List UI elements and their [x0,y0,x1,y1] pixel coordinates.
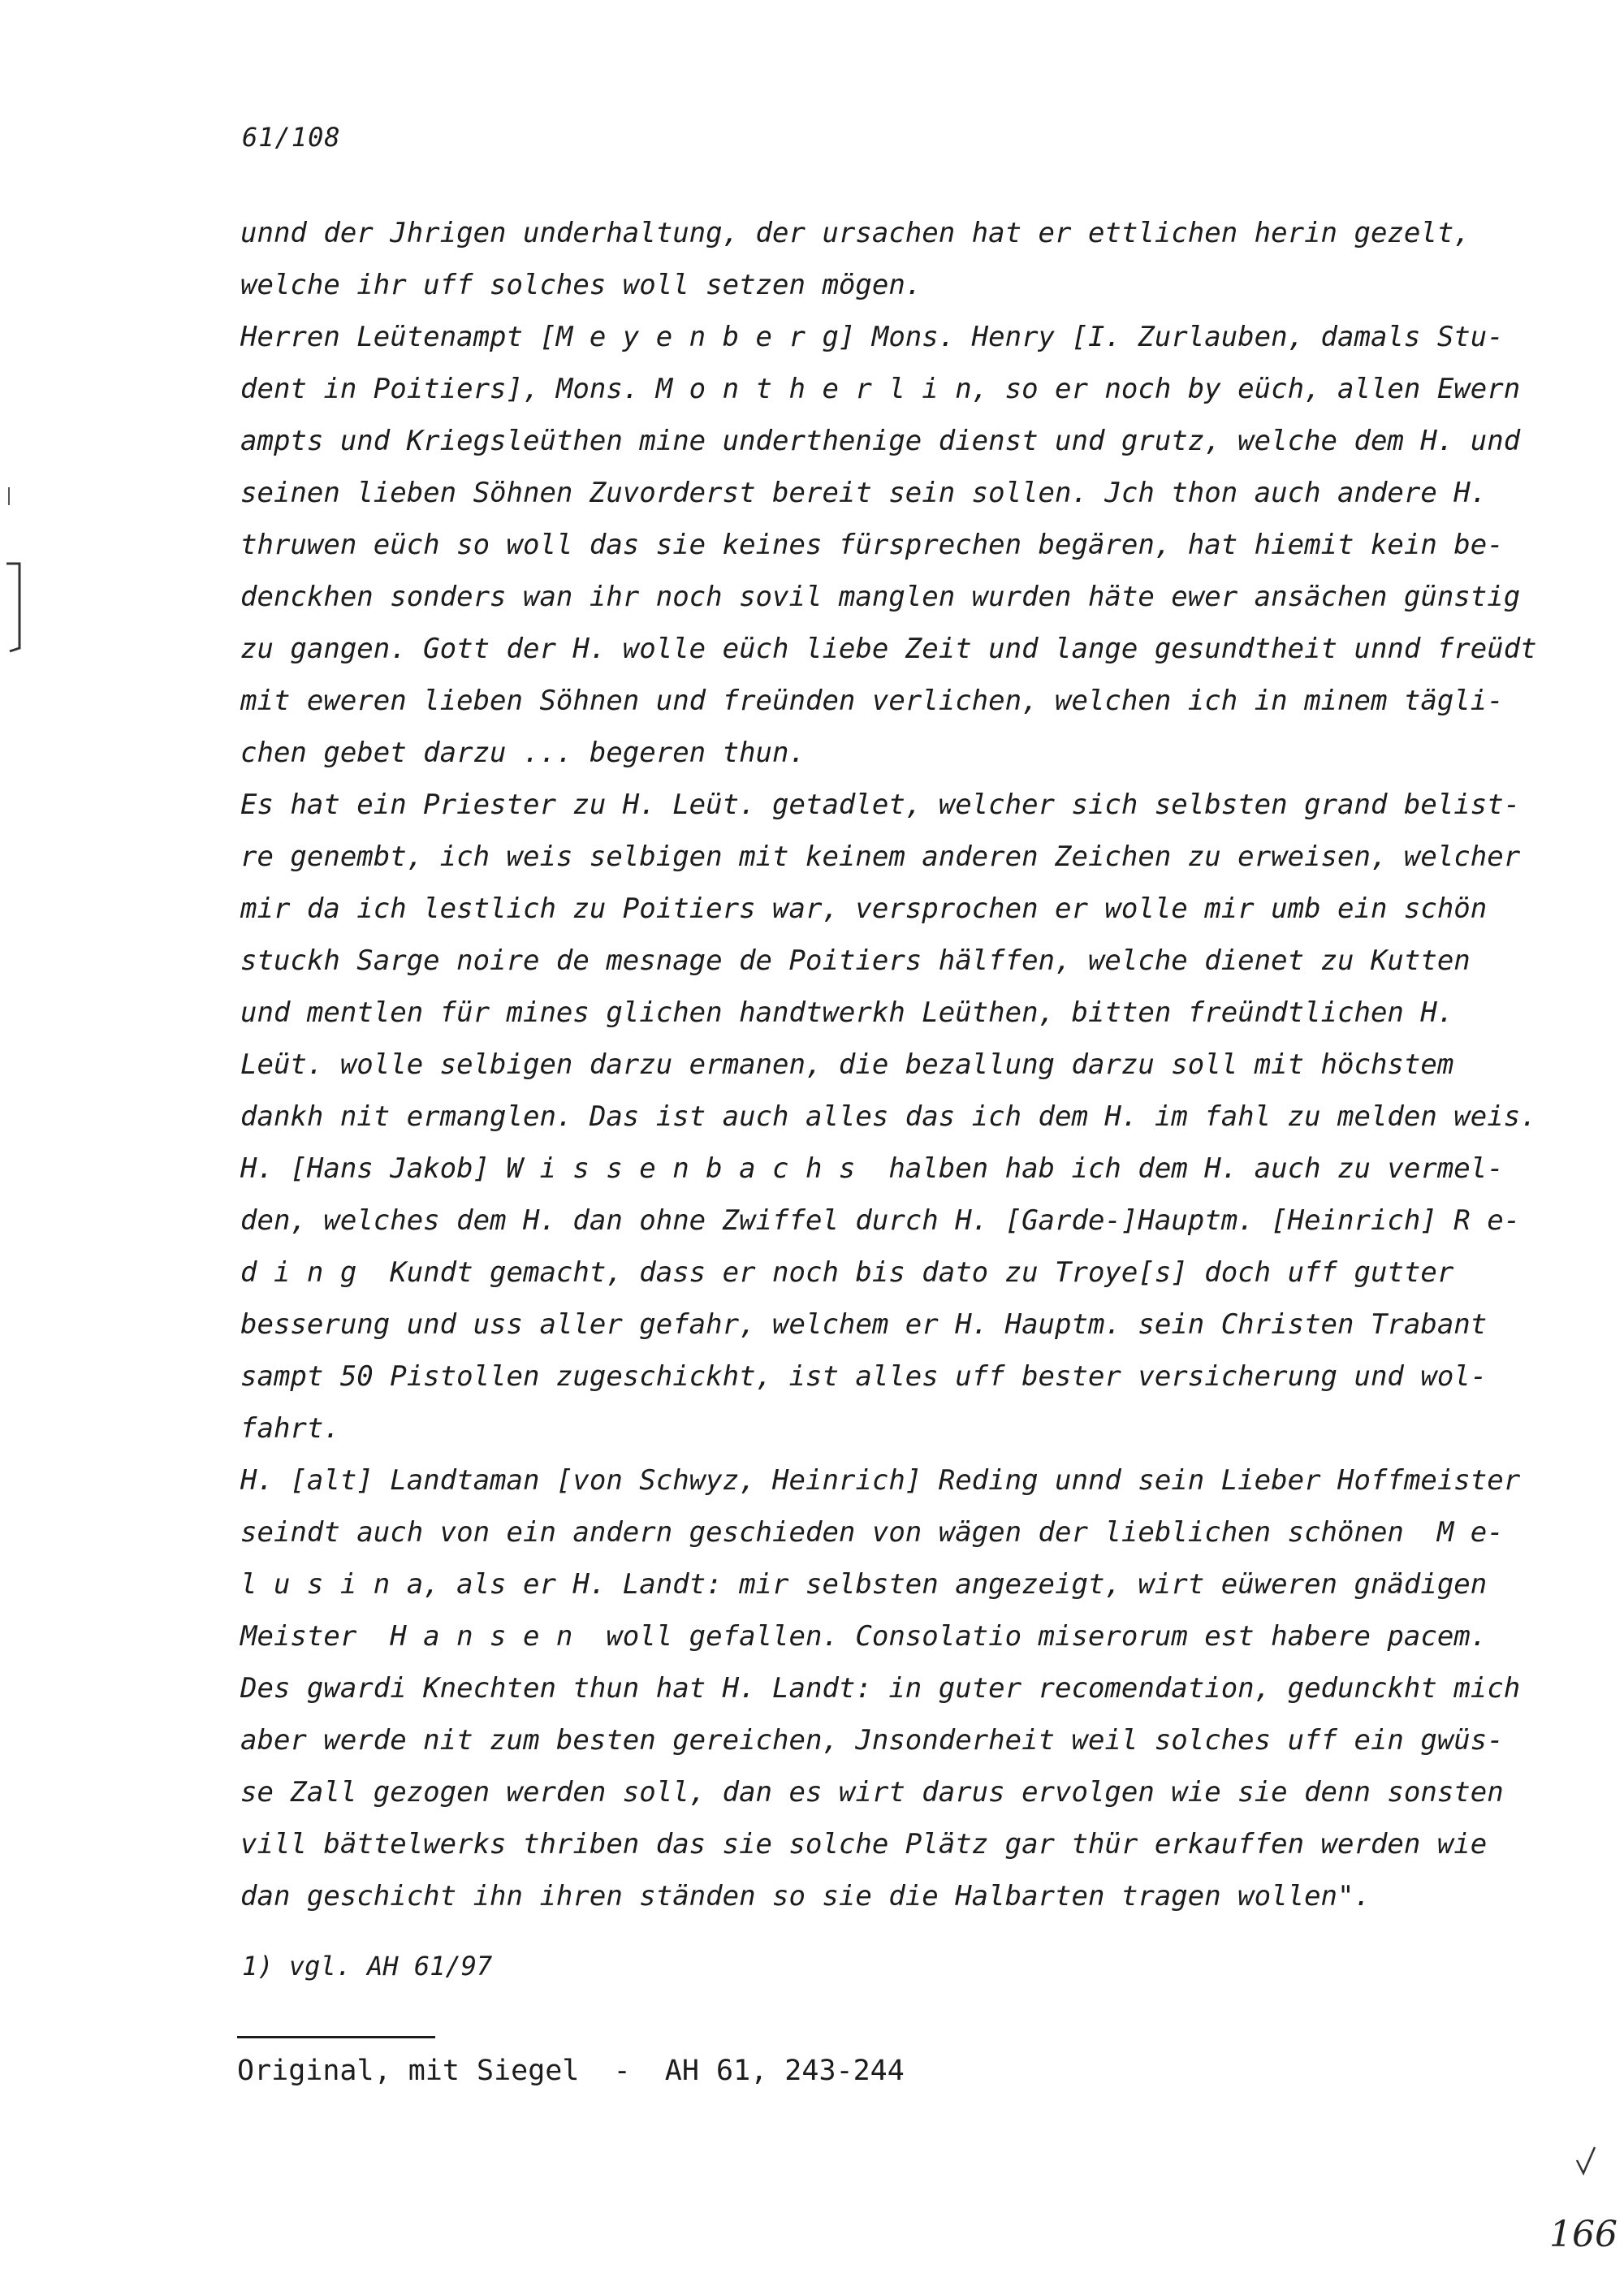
text-line: H. [Hans Jakob] W i s s e n b a c h s halben hab ich dem H. auch zu vermel- [240,1152,1504,1185]
text-line: vill bättelwerks thriben das sie solche Plätz gar thür erkauffen werden wie [240,1828,1488,1861]
letter-body [240,207,1540,1922]
text-line: Leüt. wolle selbigen darzu ermanen, die bezallung darzu soll mit höchstem [240,1048,1454,1081]
text-line: re genembt, ich weis selbigen mit keinem anderen Zeichen zu erweisen, welcher [240,841,1521,873]
text-line: den, welches dem H. dan ohne Zwiffel durch H. [Garde-]Hauptm. [Heinrich] R e- [240,1204,1521,1237]
text-line: denckhen sonders wan ihr noch sovil manglen wurden häte ewer ansächen günstig [240,581,1521,613]
text-line: seinen lieben Söhnen Zuvorderst bereit sein sollen. Jch thon auch andere H. [240,477,1488,509]
text-line: thruwen eüch so woll das sie keines fürsprechen begären, hat hiemit kein be- [240,529,1504,561]
text-line: fahrt. [240,1412,340,1445]
text-line: welche ihr uff solches woll setzen mögen. [240,269,922,301]
text-line: und mentlen für mines glichen handtwerkh Leüthen, bitten freündtlichen H. [240,996,1454,1029]
text-line: unnd der Jhrigen underhaltung, der ursachen hat er ettlichen herin gezelt, [240,217,1471,249]
page-reference: 61/108 [242,122,341,153]
text-line: sampt 50 Pistollen zugeschickht, ist alles uff bester versicherung und wol- [240,1360,1488,1393]
text-line: se Zall gezogen werden soll, dan es wirt darus ervolgen wie sie denn sonsten [240,1776,1504,1809]
text-line: d i n g Kundt gemacht, dass er noch bis dato zu Troye[s] doch uff gutter [240,1256,1454,1289]
text-line: zu gangen. Gott der H. wolle eüch liebe Zeit und lange gesundtheit unnd freüdt [240,633,1537,665]
source-citation: Original, mit Siegel - AH 61, 243-244 [237,2055,905,2087]
archive-page-number: 166 [1549,2214,1618,2255]
text-line: stuckh Sarge noire de mesnage de Poitiers hälffen, welche dienet zu Kutten [240,944,1471,977]
text-line: besserung und uss aller gefahr, welchem er H. Hauptm. sein Christen Trabant [240,1308,1488,1341]
footnote-divider [237,2036,435,2038]
text-line: Meister H a n s e n woll gefallen. Consolatio miserorum est habere pacem. [240,1620,1488,1653]
margin-bracket-mark [5,560,24,654]
text-line: dankh nit ermanglen. Das ist auch alles das ich dem H. im fahl zu melden weis. [240,1100,1537,1133]
text-line: chen gebet darzu ... begeren thun. [240,737,806,769]
text-line: ampts und Kriegsleüthen mine underthenige dienst und grutz, welche dem H. und [240,425,1521,457]
footnote: 1) vgl. AH 61/97 [242,1951,493,1982]
text-line: Des gwardi Knechten thun hat H. Landt: in guter recomendation, gedunckht mich [240,1672,1521,1705]
text-line: mir da ich lestlich zu Poitiers war, versprochen er wolle mir umb ein schön [240,892,1488,925]
text-line: dent in Poitiers], Mons. M o n t h e r l i n, so er noch by eüch, allen Ewern [240,373,1521,405]
text-line: H. [alt] Landtaman [von Schwyz, Heinrich] Reding unnd sein Lieber Hoffmeister [240,1464,1521,1497]
text-line: aber werde nit zum besten gereichen, Jnsonderheit weil solches uff ein gwüs- [240,1724,1504,1757]
margin-mark [8,487,10,505]
text-line: dan geschicht ihn ihren ständen so sie die Halbarten tragen wollen". [240,1880,1371,1912]
text-line: l u s i n a, als er H. Landt: mir selbsten angezeigt, wirt eüweren gnädigen [240,1568,1488,1601]
text-line: seindt auch von ein andern geschieden von wägen der lieblichen schönen M e- [240,1516,1504,1549]
text-line: Herren Leütenampt [M e y e n b e r g] Mons. Henry [I. Zurlauben, damals Stu- [240,321,1504,353]
text-line: Es hat ein Priester zu H. Leüt. getadlet, welcher sich selbsten grand belist- [240,789,1521,821]
text-line: mit eweren lieben Söhnen und freünden verlichen, welchen ich in minem tägli- [240,685,1504,717]
